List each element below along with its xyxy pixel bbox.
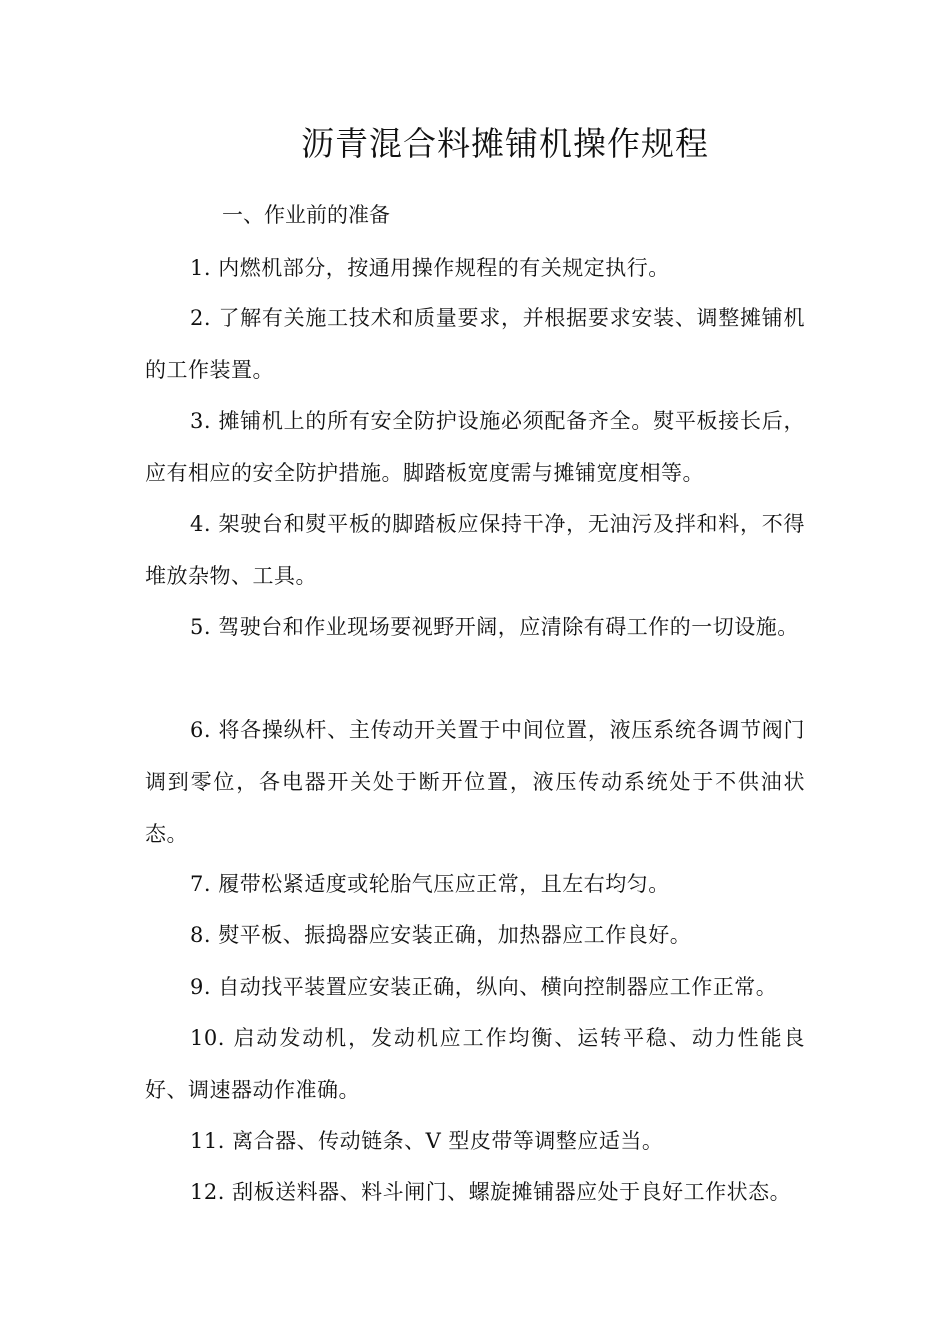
- paragraph-item-8: 8. 熨平板、振捣器应安装正确，加热器应工作良好。: [190, 923, 692, 947]
- section-heading: 一、作业前的准备: [222, 203, 390, 227]
- paragraph-item-6: 6. 将各操纵杆、主传动开关置于中间位置，液压系统各调节阀门 调到零位，各电器开关处于断开位置，液压传动系统处于不供油状态。: [145, 718, 805, 846]
- paragraph-item-4: 4. 架驶台和熨平板的脚踏板应保持干净，无油污及拌和料，不得 堆放杂物、工具。: [145, 512, 805, 588]
- paragraph-item-2: 2. 了解有关施工技术和质量要求，并根据要求安装、调整摊铺机 的工作装置。: [145, 306, 805, 382]
- paragraph-item-10: 10. 启动发动机，发动机应工作均衡、运转平稳、动力性能良好、调速器动作准确。: [145, 1026, 805, 1102]
- paragraph-item-3: 3. 摊铺机上的所有安全防护设施必须配备齐全。熨平板接长后， 应有相应的安全防护措施。脚踏板宽度需与摊铺宽度相等。: [145, 409, 805, 485]
- paragraph-item-12: 12. 刮板送料器、料斗闸门、螺旋摊铺器应处于良好工作状态。: [190, 1180, 792, 1204]
- paragraph-item-11: 11. 离合器、传动链条、V 型皮带等调整应适当。: [190, 1129, 664, 1153]
- document-title: 沥青混合料摊铺机操作规程: [301, 124, 709, 163]
- paragraph-item-9: 9. 自动找平装置应安装正确，纵向、横向控制器应工作正常。: [190, 975, 778, 999]
- paragraph-item-5: 5. 驾驶台和作业现场要视野开阔，应清除有碍工作的一切设施。: [190, 615, 799, 639]
- paragraph-item-1: 1. 内燃机部分，按通用操作规程的有关规定执行。: [190, 256, 670, 280]
- paragraph-item-7: 7. 履带松紧适度或轮胎气压应正常，且左右均匀。: [190, 872, 670, 896]
